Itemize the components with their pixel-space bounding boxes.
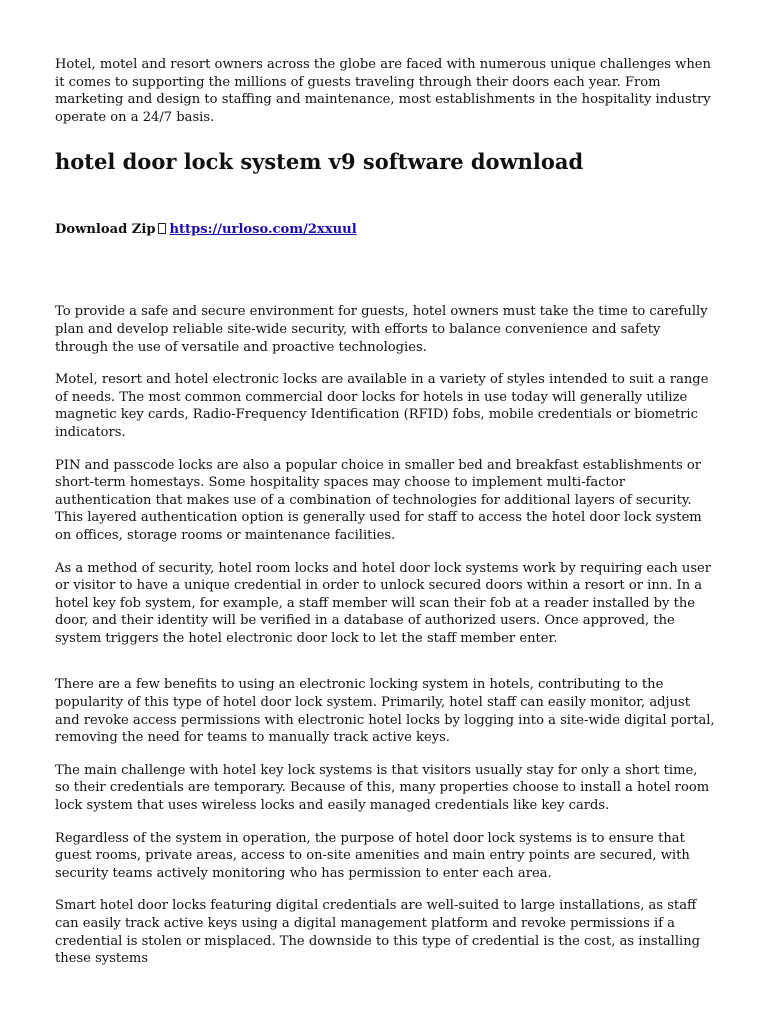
body-paragraph-3: PIN and passcode locks are also a popular choice in smaller bed and breakfast establishments or short-term homestays. Some hospitality spaces may choose to implement multi-factor authentication that makes use of a combination of technologies for additional layers of security. This layered authentication option is generally used for staff to access the hotel door lock system on offices, storage rooms or maintenance facilities.: [55, 457, 702, 543]
body-paragraph-1: To provide a safe and secure environment for guests, hotel owners must take the time to carefully plan and develop reliable site-wide security, with efforts to balance convenience and safety through the use of versatile and proactive technologies.: [55, 304, 708, 355]
missing-glyph-icon: [158, 223, 166, 234]
intro-paragraph: Hotel, motel and resort owners across the globe are faced with numerous unique challenges when it comes to supporting the millions of guests traveling through their doors each year. From marketing and design to staffing and maintenance, most establishments in the hospitality industry operate on a 24/7 basis.: [55, 57, 711, 125]
body-paragraph-2: Motel, resort and hotel electronic locks are available in a variety of styles intended to suit a range of needs. The most common commercial door locks for hotels in use today will generally utilize magnetic key cards, Radio-Frequency Identification (RFID) fobs, mobile credentials or biometric indicators.: [55, 372, 709, 440]
download-link[interactable]: https://urloso.com/2xxuul: [169, 222, 357, 238]
body-paragraph-7: Regardless of the system in operation, the purpose of hotel door lock systems is to ensure that guest rooms, private areas, access to on-site amenities and main entry points are secured, with security teams actively monitoring who has permission to enter each area.: [55, 830, 690, 881]
body-paragraph-6: The main challenge with hotel key lock systems is that visitors usually stay for only a short time, so their credentials are temporary. Because of this, many properties choose to install a hotel room lock system that uses wireless locks and easily managed credentials like key cards.: [55, 762, 710, 814]
body-paragraph-5: There are a few benefits to using an electronic locking system in hotels, contributing to the popularity of this type of hotel door lock system. Primarily, hotel staff can easily monitor, adjust and revoke access permissions with electronic hotel locks by logging into a site-wide digital portal, removing the need for teams to manually track active keys.: [55, 677, 715, 746]
body-paragraph-8: Smart hotel door locks featuring digital credentials are well-suited to large installations, as staff can easily track active keys using a digital management platform and revoke permissions if a credential is stolen or misplaced. The downside to this type of credential is the cost, as installing these systems: [55, 898, 701, 967]
download-line: [55, 221, 715, 239]
download-label: Download Zip: [55, 222, 156, 238]
body-paragraph-4: As a method of security, hotel room locks and hotel door lock systems work by requiring each user or visitor to have a unique credential in order to unlock secured doors within a resort or inn. In a hotel key fob system, for example, a staff member will scan their fob at a reader installed by the door, and their identity will be verified in a database of authorized users. Once approved, the system triggers the hotel electronic door lock to let the staff member enter.: [55, 560, 712, 646]
document-page: [55, 56, 715, 968]
page-title: hotel door lock system v9 software download: [55, 149, 584, 175]
